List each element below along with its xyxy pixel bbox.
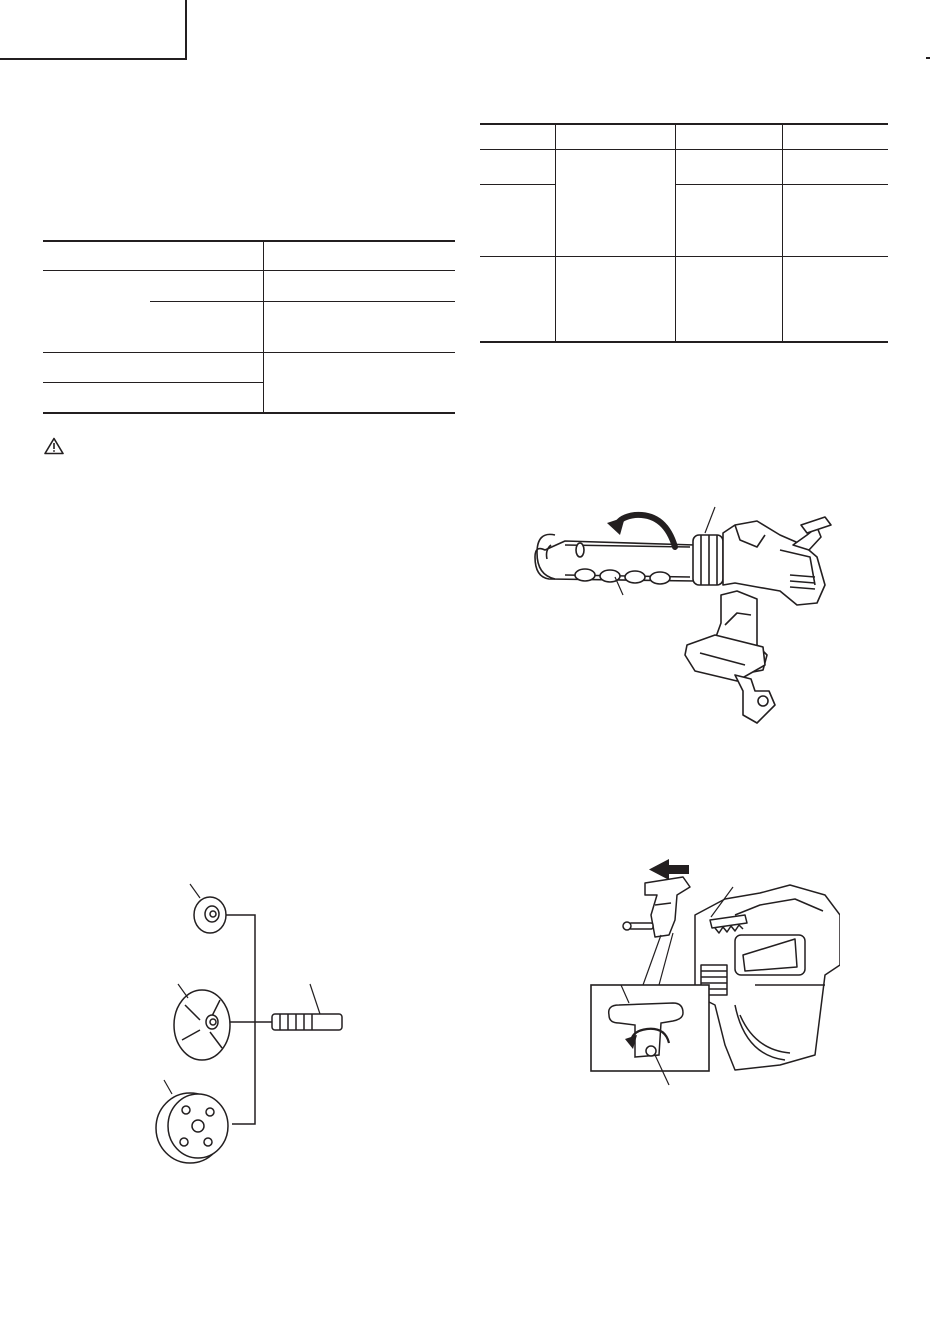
table-cell — [782, 184, 888, 256]
warning-triangle-icon — [44, 437, 64, 455]
table-row — [480, 184, 888, 256]
table-row — [480, 124, 888, 149]
table-cell — [43, 241, 263, 270]
table-cell — [263, 301, 455, 352]
table-row — [43, 241, 455, 270]
table-cell — [480, 124, 555, 149]
language-tab-box — [0, 0, 187, 60]
table-cell — [555, 124, 675, 149]
table-row — [480, 149, 888, 184]
table-cell — [263, 241, 455, 270]
table-cell — [43, 270, 150, 352]
table-cell — [480, 184, 555, 256]
table-cell — [675, 256, 782, 342]
table-cell — [782, 256, 888, 342]
table-cell — [555, 149, 675, 256]
table-cell — [43, 382, 263, 413]
table-cell — [480, 149, 555, 184]
table-cell — [150, 270, 263, 301]
table-cell — [263, 352, 455, 413]
table-cell — [782, 124, 888, 149]
table-row — [480, 256, 888, 342]
table-cell — [43, 352, 263, 382]
table-cell — [675, 149, 782, 184]
table-row — [43, 270, 455, 301]
table-cell — [480, 256, 555, 342]
crop-mark — [926, 57, 930, 59]
spec-table-left — [43, 240, 455, 414]
table-cell — [782, 149, 888, 184]
table-cell — [263, 270, 455, 301]
table-cell — [675, 124, 782, 149]
table-cell — [150, 301, 263, 352]
figure-caulking-gun — [525, 495, 845, 730]
figure-handle-removal — [585, 855, 840, 1090]
table-cell — [555, 256, 675, 342]
table-row — [43, 352, 455, 382]
figure-adapters — [140, 880, 350, 1165]
table-cell — [675, 184, 782, 256]
spec-table-right — [480, 123, 888, 343]
